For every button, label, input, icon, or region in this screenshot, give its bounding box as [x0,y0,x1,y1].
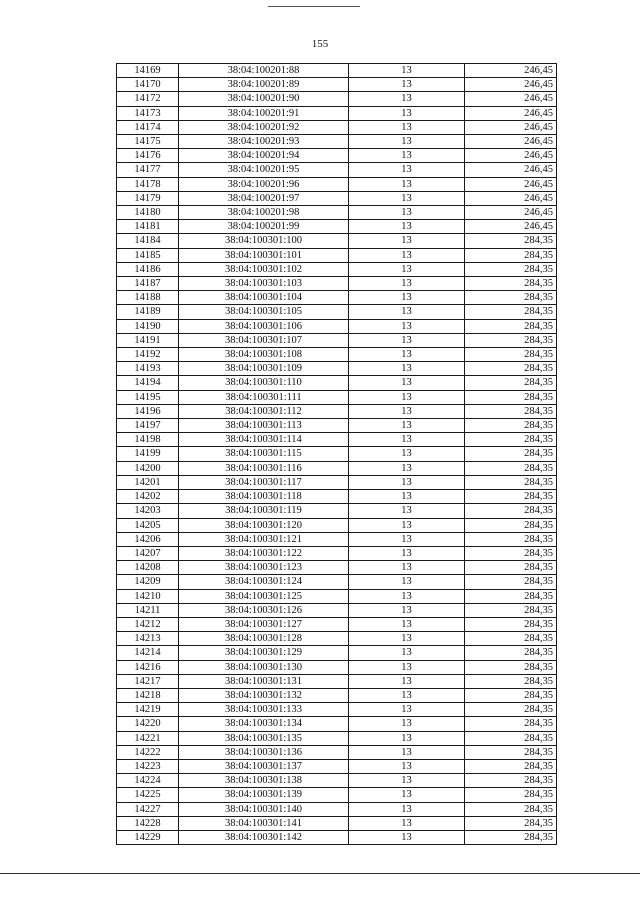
count-cell: 13 [349,78,465,92]
value-cell: 284,35 [465,660,557,674]
value-cell: 246,45 [465,206,557,220]
cadastral-number-cell: 38:04:100301:110 [179,376,349,390]
cadastral-number-cell: 38:04:100201:96 [179,177,349,191]
cadastral-number-cell: 38:04:100301:125 [179,589,349,603]
value-cell: 284,35 [465,447,557,461]
cadastral-number-cell: 38:04:100201:99 [179,220,349,234]
value-cell: 246,45 [465,163,557,177]
table-row [117,632,557,646]
count-cell: 13 [349,92,465,106]
row-id-cell: 14228 [117,816,179,830]
row-id-cell: 14174 [117,120,179,134]
cadastral-number-cell: 38:04:100301:106 [179,319,349,333]
value-cell: 246,45 [465,177,557,191]
row-id-cell: 14173 [117,106,179,120]
table-row [117,78,557,92]
cadastral-number-cell: 38:04:100301:127 [179,617,349,631]
count-cell: 13 [349,291,465,305]
table-row [117,376,557,390]
value-cell: 284,35 [465,277,557,291]
row-id-cell: 14223 [117,759,179,773]
value-cell: 284,35 [465,717,557,731]
cadastral-number-cell: 38:04:100301:116 [179,461,349,475]
count-cell: 13 [349,546,465,560]
count-cell: 13 [349,333,465,347]
count-cell: 13 [349,177,465,191]
table-row [117,419,557,433]
table-body [117,64,557,845]
row-id-cell: 14200 [117,461,179,475]
row-id-cell: 14211 [117,603,179,617]
table-row [117,92,557,106]
table-row [117,504,557,518]
count-cell: 13 [349,745,465,759]
row-id-cell: 14214 [117,646,179,660]
count-cell: 13 [349,759,465,773]
cadastral-number-cell: 38:04:100301:113 [179,419,349,433]
table-row [117,220,557,234]
table-row [117,731,557,745]
row-id-cell: 14227 [117,802,179,816]
count-cell: 13 [349,717,465,731]
value-cell: 284,35 [465,759,557,773]
count-cell: 13 [349,617,465,631]
count-cell: 13 [349,603,465,617]
value-cell: 284,35 [465,632,557,646]
table-row [117,546,557,560]
row-id-cell: 14210 [117,589,179,603]
cadastral-number-cell: 38:04:100301:128 [179,632,349,646]
cadastral-number-cell: 38:04:100201:90 [179,92,349,106]
row-id-cell: 14187 [117,277,179,291]
count-cell: 13 [349,220,465,234]
table-row [117,305,557,319]
count-cell: 13 [349,277,465,291]
row-id-cell: 14205 [117,518,179,532]
table-row [117,518,557,532]
value-cell: 284,35 [465,234,557,248]
value-cell: 284,35 [465,475,557,489]
value-cell: 284,35 [465,532,557,546]
row-id-cell: 14212 [117,617,179,631]
count-cell: 13 [349,504,465,518]
count-cell: 13 [349,120,465,134]
cadastral-number-cell: 38:04:100301:114 [179,433,349,447]
cadastral-number-cell: 38:04:100301:103 [179,277,349,291]
row-id-cell: 14207 [117,546,179,560]
table-row [117,433,557,447]
count-cell: 13 [349,816,465,830]
cadastral-number-cell: 38:04:100301:130 [179,660,349,674]
table-row [117,660,557,674]
table-row [117,149,557,163]
cadastral-number-cell: 38:04:100301:112 [179,404,349,418]
table-row [117,248,557,262]
count-cell: 13 [349,106,465,120]
data-table [116,63,557,845]
row-id-cell: 14203 [117,504,179,518]
row-id-cell: 14221 [117,731,179,745]
table-row [117,362,557,376]
cadastral-number-cell: 38:04:100301:140 [179,802,349,816]
value-cell: 284,35 [465,291,557,305]
cadastral-number-cell: 38:04:100201:88 [179,64,349,78]
value-cell: 246,45 [465,64,557,78]
row-id-cell: 14198 [117,433,179,447]
table-row [117,447,557,461]
table-row [117,589,557,603]
row-id-cell: 14217 [117,674,179,688]
count-cell: 13 [349,319,465,333]
cadastral-number-cell: 38:04:100201:95 [179,163,349,177]
value-cell: 284,35 [465,333,557,347]
row-id-cell: 14213 [117,632,179,646]
row-id-cell: 14176 [117,149,179,163]
value-cell: 246,45 [465,191,557,205]
count-cell: 13 [349,248,465,262]
count-cell: 13 [349,646,465,660]
cadastral-number-cell: 38:04:100301:133 [179,703,349,717]
table-row [117,830,557,844]
count-cell: 13 [349,419,465,433]
count-cell: 13 [349,788,465,802]
table-row [117,603,557,617]
table-row [117,774,557,788]
count-cell: 13 [349,660,465,674]
count-cell: 13 [349,561,465,575]
count-cell: 13 [349,135,465,149]
table-row [117,816,557,830]
row-id-cell: 14188 [117,291,179,305]
cadastral-number-cell: 38:04:100301:111 [179,390,349,404]
count-cell: 13 [349,163,465,177]
count-cell: 13 [349,348,465,362]
row-id-cell: 14179 [117,191,179,205]
count-cell: 13 [349,518,465,532]
count-cell: 13 [349,632,465,646]
count-cell: 13 [349,731,465,745]
table-row [117,532,557,546]
count-cell: 13 [349,688,465,702]
cadastral-number-cell: 38:04:100301:134 [179,717,349,731]
value-cell: 284,35 [465,546,557,560]
cadastral-number-cell: 38:04:100201:92 [179,120,349,134]
cadastral-number-cell: 38:04:100301:102 [179,262,349,276]
value-cell: 284,35 [465,830,557,844]
cadastral-number-cell: 38:04:100301:123 [179,561,349,575]
row-id-cell: 14177 [117,163,179,177]
value-cell: 246,45 [465,149,557,163]
count-cell: 13 [349,64,465,78]
count-cell: 13 [349,191,465,205]
count-cell: 13 [349,362,465,376]
count-cell: 13 [349,830,465,844]
row-id-cell: 14191 [117,333,179,347]
table-row [117,404,557,418]
cadastral-number-cell: 38:04:100201:91 [179,106,349,120]
row-id-cell: 14186 [117,262,179,276]
value-cell: 284,35 [465,617,557,631]
value-cell: 284,35 [465,419,557,433]
count-cell: 13 [349,404,465,418]
cadastral-number-cell: 38:04:100301:137 [179,759,349,773]
cadastral-number-cell: 38:04:100301:101 [179,248,349,262]
cadastral-number-cell: 38:04:100301:117 [179,475,349,489]
cadastral-number-cell: 38:04:100301:108 [179,348,349,362]
row-id-cell: 14222 [117,745,179,759]
value-cell: 246,45 [465,106,557,120]
value-cell: 284,35 [465,362,557,376]
cadastral-number-cell: 38:04:100301:115 [179,447,349,461]
value-cell: 284,35 [465,561,557,575]
row-id-cell: 14219 [117,703,179,717]
table-row [117,717,557,731]
table-row [117,788,557,802]
count-cell: 13 [349,234,465,248]
table-row [117,617,557,631]
top-rule [268,6,360,7]
row-id-cell: 14206 [117,532,179,546]
row-id-cell: 14172 [117,92,179,106]
cadastral-number-cell: 38:04:100301:131 [179,674,349,688]
table-row [117,561,557,575]
table-row [117,674,557,688]
cadastral-number-cell: 38:04:100301:107 [179,333,349,347]
row-id-cell: 14185 [117,248,179,262]
cadastral-number-cell: 38:04:100301:120 [179,518,349,532]
value-cell: 284,35 [465,816,557,830]
row-id-cell: 14194 [117,376,179,390]
value-cell: 284,35 [465,575,557,589]
row-id-cell: 14197 [117,419,179,433]
row-id-cell: 14181 [117,220,179,234]
cadastral-number-cell: 38:04:100201:98 [179,206,349,220]
cadastral-number-cell: 38:04:100301:142 [179,830,349,844]
count-cell: 13 [349,433,465,447]
row-id-cell: 14196 [117,404,179,418]
row-id-cell: 14169 [117,64,179,78]
table-row [117,333,557,347]
cadastral-number-cell: 38:04:100201:94 [179,149,349,163]
table-row [117,163,557,177]
cadastral-number-cell: 38:04:100301:118 [179,490,349,504]
table-row [117,703,557,717]
count-cell: 13 [349,475,465,489]
count-cell: 13 [349,589,465,603]
table-row [117,348,557,362]
row-id-cell: 14199 [117,447,179,461]
value-cell: 246,45 [465,220,557,234]
cadastral-number-cell: 38:04:100201:97 [179,191,349,205]
row-id-cell: 14229 [117,830,179,844]
page-number: 155 [311,38,329,50]
value-cell: 246,45 [465,92,557,106]
value-cell: 284,35 [465,688,557,702]
count-cell: 13 [349,447,465,461]
value-cell: 284,35 [465,376,557,390]
count-cell: 13 [349,149,465,163]
count-cell: 13 [349,774,465,788]
count-cell: 13 [349,305,465,319]
row-id-cell: 14180 [117,206,179,220]
bottom-rule [0,873,640,874]
row-id-cell: 14193 [117,362,179,376]
table-row [117,461,557,475]
table-row [117,745,557,759]
value-cell: 284,35 [465,802,557,816]
cadastral-number-cell: 38:04:100301:132 [179,688,349,702]
value-cell: 284,35 [465,731,557,745]
table-row [117,802,557,816]
table-row [117,688,557,702]
cadastral-number-cell: 38:04:100301:105 [179,305,349,319]
row-id-cell: 14190 [117,319,179,333]
table-row [117,646,557,660]
count-cell: 13 [349,674,465,688]
table-row [117,64,557,78]
row-id-cell: 14195 [117,390,179,404]
value-cell: 284,35 [465,390,557,404]
cadastral-number-cell: 38:04:100301:138 [179,774,349,788]
value-cell: 284,35 [465,603,557,617]
cadastral-number-cell: 38:04:100301:135 [179,731,349,745]
table-row [117,291,557,305]
value-cell: 284,35 [465,248,557,262]
table-row [117,390,557,404]
value-cell: 284,35 [465,518,557,532]
count-cell: 13 [349,376,465,390]
cadastral-number-cell: 38:04:100201:93 [179,135,349,149]
count-cell: 13 [349,490,465,504]
value-cell: 284,35 [465,305,557,319]
cadastral-number-cell: 38:04:100301:109 [179,362,349,376]
row-id-cell: 14218 [117,688,179,702]
value-cell: 284,35 [465,788,557,802]
table-row [117,177,557,191]
value-cell: 284,35 [465,646,557,660]
count-cell: 13 [349,802,465,816]
cadastral-number-cell: 38:04:100301:121 [179,532,349,546]
value-cell: 246,45 [465,135,557,149]
value-cell: 284,35 [465,461,557,475]
row-id-cell: 14208 [117,561,179,575]
row-id-cell: 14201 [117,475,179,489]
table-row [117,759,557,773]
table-row [117,191,557,205]
table-row [117,277,557,291]
cadastral-number-cell: 38:04:100301:119 [179,504,349,518]
table-row [117,575,557,589]
count-cell: 13 [349,532,465,546]
value-cell: 284,35 [465,262,557,276]
value-cell: 284,35 [465,319,557,333]
value-cell: 284,35 [465,774,557,788]
cadastral-number-cell: 38:04:100301:129 [179,646,349,660]
row-id-cell: 14178 [117,177,179,191]
table-row [117,319,557,333]
cadastral-number-cell: 38:04:100301:136 [179,745,349,759]
value-cell: 284,35 [465,745,557,759]
table-row [117,475,557,489]
cadastral-number-cell: 38:04:100301:122 [179,546,349,560]
cadastral-number-cell: 38:04:100301:139 [179,788,349,802]
table-row [117,234,557,248]
row-id-cell: 14170 [117,78,179,92]
count-cell: 13 [349,262,465,276]
count-cell: 13 [349,461,465,475]
value-cell: 284,35 [465,504,557,518]
count-cell: 13 [349,390,465,404]
row-id-cell: 14224 [117,774,179,788]
value-cell: 284,35 [465,348,557,362]
cadastral-number-cell: 38:04:100301:124 [179,575,349,589]
row-id-cell: 14216 [117,660,179,674]
value-cell: 284,35 [465,703,557,717]
cadastral-number-cell: 38:04:100301:100 [179,234,349,248]
value-cell: 284,35 [465,404,557,418]
value-cell: 284,35 [465,433,557,447]
value-cell: 284,35 [465,589,557,603]
count-cell: 13 [349,703,465,717]
row-id-cell: 14184 [117,234,179,248]
cadastral-number-cell: 38:04:100301:126 [179,603,349,617]
value-cell: 246,45 [465,78,557,92]
table-row [117,106,557,120]
table-row [117,490,557,504]
count-cell: 13 [349,206,465,220]
table-row [117,135,557,149]
cadastral-number-cell: 38:04:100301:141 [179,816,349,830]
row-id-cell: 14189 [117,305,179,319]
table-row [117,206,557,220]
value-cell: 284,35 [465,490,557,504]
value-cell: 246,45 [465,120,557,134]
row-id-cell: 14225 [117,788,179,802]
row-id-cell: 14192 [117,348,179,362]
table-row [117,120,557,134]
cadastral-number-cell: 38:04:100301:104 [179,291,349,305]
count-cell: 13 [349,575,465,589]
cadastral-number-cell: 38:04:100201:89 [179,78,349,92]
row-id-cell: 14202 [117,490,179,504]
row-id-cell: 14220 [117,717,179,731]
value-cell: 284,35 [465,674,557,688]
table-row [117,262,557,276]
row-id-cell: 14209 [117,575,179,589]
row-id-cell: 14175 [117,135,179,149]
